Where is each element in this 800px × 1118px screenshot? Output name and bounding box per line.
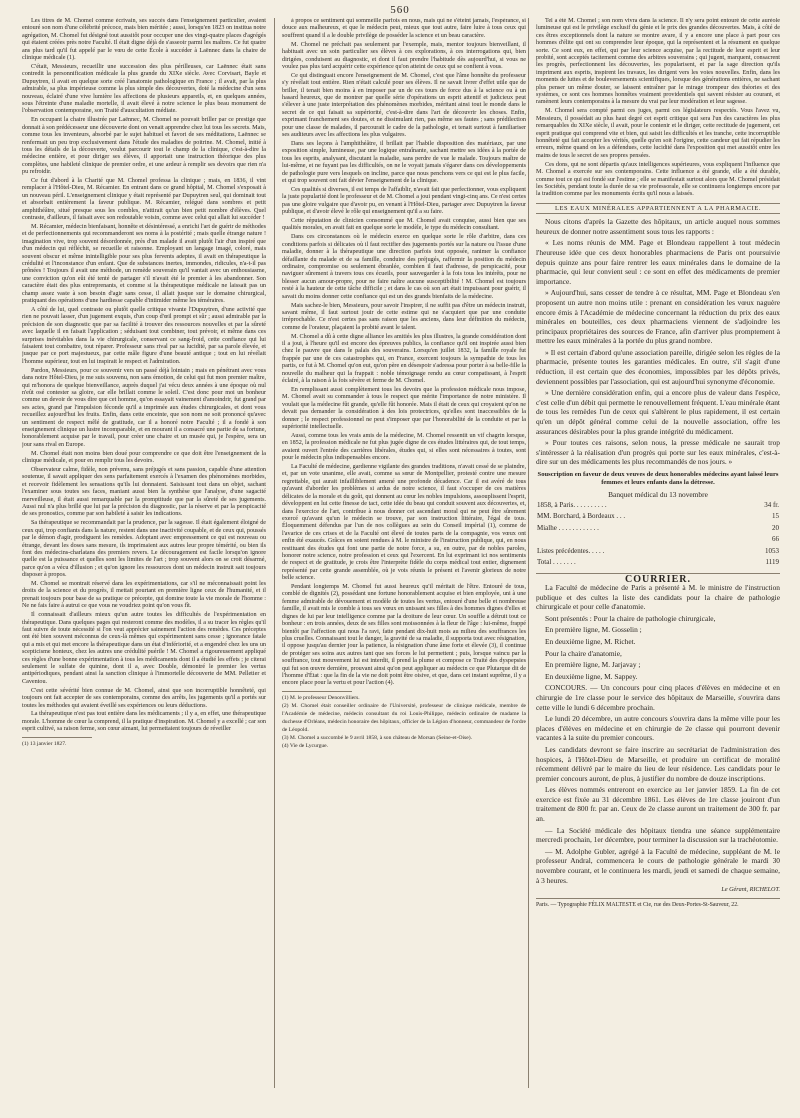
- courrier-paragraph: Les candidats devront se faire inscrire au secrétariat de l'administration des hospices, à l'Hôtel-Dieu de Marseille, et produire un certificat de moralité récemment délivré par le maire du lieu de leur résidence. Les candidats pour le premier concours auront, de plus, à justifier du nombre de douze inscriptions.: [536, 744, 780, 783]
- subscription-row: [536, 557, 780, 569]
- paragraph: Il connaissait d'ailleurs mieux qu'un autre toutes les difficultés de l'expérimentation en thérapeutique. Dans quelques pages qui resteront comme des modèles, il a su tracer les règles qu'il faut suivre de toute nécessité si l'on veut apprécier sainement l'action des remèdes. Ces préceptes ont été bien souvent méconnus de ceux-là mêmes qui expérimentent sans cesse ; ignorance fatale qui a mis et qui met encore la thérapeutique dans un état d'infériorité, et a engendré chez les uns un scepticisme honteux, chez les autres une crédulité puérile ! M. Chomel a rigoureusement appliqué ces règles d'une bonne expérimentation à tous les médicaments dont il a étudié les effets ; je citerai seulement le sulfate de quinine, dont il a, avec Double, démontré le premier les vertus antipériodiques, pendant ainsi la sanction clinique à l'immortelle découverte de MM. Pelletier et Caventou.: [22, 612, 266, 685]
- gerant-signature: Le Gérant, RICHELOT.: [721, 887, 780, 894]
- imprint-line: Paris. — Typographie FÉLIX MALTESTE et Cie, rue des Deux-Portes-St-Sauveur, 22.: [536, 898, 780, 909]
- subscription-row: [536, 511, 780, 523]
- article-paragraph: » Il est certain d'abord qu'une association pareille, dirigée selon les règles de la pharmacie, présente toutes les garanties médicales. En outre, s'il s'agit d'une réduction, il est certain que des économies, impossibles par les dépôts privés, deviennent possibles par l'association, qui est aujourd'hui synonyme d'économie.: [536, 347, 780, 386]
- column-1: [22, 18, 266, 1098]
- footnote: (1) 13 janvier 1827.: [22, 740, 67, 747]
- footnote: (4) Vie de Lycurgue.: [282, 742, 329, 749]
- paragraph: Observateur calme, fidèle, non prévenu, sans préjugés et sans passion, capable d'une attention soutenue, il savait appliquer des sens parfaitement exercés à l'examen des phénomènes morbides, et recevoir fidèlement les sensations qu'ils lui donnaient. Saisissant tout dans un objet, sachant l'examiner sous toutes ses faces, maniant aussi bien la synthèse que l'analyse, d'une sagacité merveilleuse, il était aussi remarquable par la promptitude que par la sûreté de ses jugements. Aussi nul n'a plus brillé que lui par la précision du diagnostic, par la réserve et par la perspicacité de ses pronostics, comme par son habileté à saisir les indications.: [22, 466, 266, 518]
- subscription-value: 1053: [765, 546, 779, 555]
- subscription-title: Souscription en faveur de deux veuves de deux honorables médecins ayant laissé leurs femmes et leurs enfants dans la détresse.: [537, 471, 779, 486]
- paragraph: M. Chomel a dû à cette digne alliance les amitiés les plus illustres, la grande considération dont il a joui, à l'heure qu'il est encore des épreuves publics, la confiance qu'il ont inspirée aussi bien chez le pauvre que dans le palais des souverains. Lorsqu'en juillet 1832, la famille royale fut frappée par une de ces catastrophes qui, en France, exercent toujours la sympathie de tous les partis, ce fut à M. Chomel qu'on eut, qu'on père en désespoir s'adressa pour porter à sa belle-fille la nouvelle du malheur qui la frappait : noble témoignage rendu au cœur compatissant, à l'esprit éclairé, à la raison à la fois sévère et ferme de M. Chomel.: [282, 333, 526, 385]
- paragraph: En occupant la chaire illustrée par Laënnec, M. Chomel ne pouvait briller par ce prestige que donnait à son prédécesseur une découverte dont on venait apprendre chez lui tous les secrets. Mais, comme tous les inventeurs, absorbé par le sujet habituel et favori de ses méditations, Laënnec se renfermait un peu trop exclusivement dans l'étude des maladies de poitrine. M. Chomel, initié à tous les détails de la découverte, voulut parcourir tout le champ de la clinique, c'est-à-dire la médecine entière, et pour diriger ses élèves, il apportait une instruction théorique des plus complètes, une habileté clinique de premier ordre, et une ardeur à remplir ses devoirs que rien n'a pu refroidir.: [22, 117, 266, 176]
- subscription-label: [536, 534, 742, 546]
- subscription-value: 15: [772, 512, 779, 521]
- mineral-waters-article: [536, 217, 780, 467]
- paragraph: M. Chomel ne préchait pas seulement par l'exemple, mais, mentor toujours bienveillant, il habituait avec un soin particulier ses élèves à ces explorations, à ces interrogations qui, bien dirigées, conduisent au diagnostic, et dont il faut prendre l'habitude dès aujourd'hui, si vous ne voulez pas plus tard acquérir cette expérience qu'on atteint de ceux qui se confient à vous.: [282, 41, 526, 70]
- paragraph: M. Chomel se montrait réservé dans les expérimentations, car s'il ne méconnaissait point les droits de la science et du progrès, il mettait pourtant en première ligne ceux de l'humanité, et il prenait toujours pour base de sa pratique ce précepte, qui domine toute la vie morale de l'homme : Ne ne fais faire à autrui ce que vous ne voudriez point qu'on vous fît.: [22, 581, 266, 610]
- paragraph: M. Chomel était non moins bien doué pour comprendre ce que doit être l'enseignement de la clinique médicale, et pour en remplir tous les devoirs.: [22, 450, 266, 465]
- courrier-paragraph: Le lundi 20 décembre, un autre concours s'ouvrira dans la même ville pour les places d'élèves en médecine et en chirurgie de 2e classe qui pourront devenir vacantes à la suite du premier concours.: [536, 714, 780, 743]
- article-paragraph: » Pour toutes ces raisons, selon nous, la presse médicale ne saurait trop s'intéresser à la réalisation d'un progrès qui porte sur les eaux minérales, c'est-à-dire sur un des médicaments les plus recommandés de nos jours. »: [536, 438, 780, 467]
- subscription-value: 66: [772, 535, 779, 544]
- paragraph: Pendant longtemps M. Chomel fut aussi heureux qu'il méritait de l'être. Entouré de tous, comblé de dignités (2), possédant une fortune honorablement acquise et bien employée, uni à une femme admirable de dévouement et modèle de toutes les vertus, entouré d'une belle et nombreuse famille, il avait mis le comble à tous ses vœux en unissant ses filles à des hommes dignes d'elles et dignes de lui par leur intelligence comme par la droiture de leur cœur. Un souffle a détruit tout ce bonheur : en trois années, deux de ses filles sont moissonnées à la fleur de l'âge : lui-même, frappé bientôt par l'affection qui nous l'a ravi, fatte pendant dix-huit mois au milieu des souffrances les plus cruelles. Connaissant tout le danger, la gravité de sa maladie, il supporta tout avec résignation, il oppose jusqu'au dernier jour la patience, la résignation d'une âme forte et élevée (3), il continue de protéger ses soins aux autres tant que ses forces le lui permettent ; puis, lorsque vaincu par la souffrance, tout mouvement lui est interdit, il prend la plume et compose ce Traité des dyspepsies qui fut son œuvre dernière, prouvant ainsi qu'on peut appliquer au médecin ce que Plutarque dit de l'homme d'État : que la fin de la vie ne doit point être oisive, et que, dans cet instant suprême, il y a encore place pour la vertu et pour l'action (4).: [282, 584, 526, 687]
- courrier-paragraph: La Faculté de médecine de Paris a présenté à M. le ministre de l'instruction publique et des cultes la liste des candidats pour la chaire de pathologie chirurgicale et pour celle d'anatomie.: [536, 583, 780, 612]
- courrier-paragraph: CONCOURS. — Un concours pour cinq places d'élèves en médecine et en chirurgie de 1re classe pour le service des hôpitaux de Marseille, s'ouvrira dans cette ville le lundi 6 décembre prochain.: [536, 683, 780, 712]
- courrier-paragraph: — La Société médicale des hôpitaux tiendra une séance supplémentaire mercredi prochain, 1er décembre, pour terminer la discussion sur la trachéotomie.: [536, 825, 780, 845]
- column-2: [282, 18, 526, 1098]
- footnotes: [282, 694, 526, 750]
- article-paragraph: « Les noms réunis de MM. Page et Blondeau rappellent à tout médecin l'heureuse idée que ces deux honorables pharmaciens de Paris ont poursuivie depuis quinze ans pour faire rentrer les eaux minérales dans le domaine de la pharmacie, qui leur convient seul : ce sont en effet des médicaments de premier importance.: [536, 238, 780, 286]
- courrier-paragraph: En deuxième ligne, M. Richet.: [545, 636, 636, 646]
- footnote: (1) M. le professeur Denonvilliers.: [282, 694, 360, 701]
- courrier-paragraph: En première ligne, M. Jarjavay ;: [545, 660, 641, 670]
- paragraph: M. Chomel sera compté parmi ces juges, parmi ces législateurs respectés. Vous l'avez vu, Messieurs, il possédait au plus haut degré cet esprit critique qui sera l'un des caractères les plus remarquables du XIXe siècle, il avait, pour le contenir et le diriger, cette rectitude de jugement, cet esprit pratique qui comprend vite et bien, qui saisit les difficultés et les tranche, cette incorruptible honnêteté qui fait accepter les vérités, quelle qu'en soit l'origine, cette candeur qui fait répudier les erreurs, même quand on les a défendues, cette lucidité dans l'exposition qui met aussitôt entre les mains de tous le secret de ses propres pensées.: [536, 108, 780, 159]
- courrier-text: [536, 583, 780, 885]
- paragraph: A côté de lui, quel contraste ou plutôt quelle critique vivante l'Dupuytren, d'une activité que rien ne pouvait lasser, d'un jugement exquis, d'un coup d'œil prompt et sûr ; aussi admirable par la précision de son diagnostic que par sa facilité à trouver des ressources nouvelles et par la sûreté avec laquelle il en faisait l'application ; séduisant tout combiner, tout prévoir, et même dans ces surprises inévitables dans la vie chirurgicale, conservant ce sang-froid, cette confiance qui lui faisaient tout combattre, tout réparer. Professeur sans rival par sa lucidité, par sa parole élevée, et jusque par ce port majestueux, par cette mâle figure d'une beauté antique ; tout en lui révélait l'homme supérieur, tout en lui inspirait le respect et l'admiration.: [22, 306, 266, 365]
- page-number: 560: [390, 4, 410, 16]
- paragraph: Dans ces circonstances où le médecin exerce en quelque sorte le rôle d'arbitre, dans ces conditions parfois si délicates où il faut rectifier des jugements portés sur la nature ou l'issue d'une maladie, donner à la thérapeutique une direction parfois tout opposée, ranimer la confiance défaillante du malade et de sa famille, conduire des préjugés, raffermir la position du médecin ordinaire, compromise ou seulement ébranlée, combien il faut d'adresse, de perspicacité, pour naviguer sûrement à travers tous ces écueils, pour sauvegarder à la fois tous les intérêts, pour ne blesser aucun amour-propre, pour ne faire naître aucune susceptibilité ! M. Chomel est toujours resté à la hauteur de cette tâche difficile ; et dans le cas où son art était impuissant pour guérir, il savait du moins donner cette confiance qui est un des grands bienfaits de la médecine.: [282, 234, 526, 300]
- paragraph: M. Récamier, médecin bienfaisant, honnête et désintéressé, a enrichi l'art de guérir de méthodes et de perfectionnements qui recommanderont ses noms à la postérité ; mais quelle étrange nature ! imagination vive, trop souvent désordonnée, près d'un malade il avait plutôt l'air d'un inspiré que d'un médecin qui réfléchit, se recueille et raisonne. Employant un langage imagé, coloré, mais souvent obscur et même inintelligible pour ses plus fervents adeptes, il avait en thérapeutique la crédulité et l'inconstance d'un enfant. Que de substances inertes, immondes, ridicules, n'a-t-il pas prônées ! Toujours il avait une méthode, un remède souverain qu'il vantait avec un enthousiasme, une conviction qu'on eût été tenté de partager s'il n'avait été le premier à les abandonner. Son caractère était des plus entreprenants, et comme si la thérapeutique médicale ne laissait pas un champ assez vaste à son besoin d'agir sans cesse, il allait jusque sur le domaine chirurgical, pratiquant des opérations d'une hardiesse capable d'intimider même les téméraires.: [22, 223, 266, 305]
- courrier-paragraph: Sont présentés : Pour la chaire de pathologie chirurgicale,: [545, 613, 716, 623]
- paragraph: Cette réputation de clinicien consommé que M. Chomel avait conquise, aussi bien que ses qualités morales, en avait fait en quelque sorte le modèle, le type du médecin consultant.: [282, 218, 526, 232]
- paragraph: à propos ce sentiment qui sommeille parfois en nous, mais qui ne s'éteint jamais, l'espérance, si douce aux malheureux, et que le médecin peut, mieux que tout autre, faire luire à tous ceux qui souffrent quand il a le double privilège de posséder la science et un beau caractère.: [282, 18, 526, 39]
- paragraph: Ce qui distinguait encore l'enseignement de M. Chomel, c'est que l'âme honnête du professeur s'y révélait tout entière. Rien n'était calculé pour ses élèves. Il ne savait livrer d'effet utile que de briller, il tenait bien moins à en imposer par un de ces tours de force dus à la science ou à un hasard heureux, que de montrer par quelle série d'opérations un esprit attentif et judicieux peut s'élever à une juste interprétation des phénomènes morbides, méritant ainsi tout le monde dans le secret de ce qui faisait sa supériorité, c'est-à-dire dans l'art de découvrir les choses. Enfin, exprimant franchement ses doutes, et ne dissimulant rien, pas même ses fautes ; sans prédilection pour une classe de malades, il parcourait le cadre de la pathologie, et tenait surtout à familiariser ses auditeurs avec les affections les plus vulgaires.: [282, 72, 526, 139]
- article-paragraph: Nous citons d'après la Gazette des hôpitaux, un article auquel nous sommes heureux de donner notre assentiment sous tous les rapports :: [536, 217, 780, 236]
- subscription-row: [536, 523, 780, 535]
- column-3: [536, 18, 780, 1103]
- courrier-title: COURRIER.: [536, 573, 780, 583]
- subscription-row: [536, 500, 780, 512]
- article-paragraph: » Une dernière considération enfin, qui a encore plus de valeur dans l'espèce, c'est celle d'un débit qui permette le renouvellement fréquent. L'eau minérale étant de tous les remèdes l'un de ceux qui s'altèrent le plus rapidement, il est certain qu'en un dépôt général comme celui de la nouvelle association, offre les assurances désirables pour la plus grande intégrité du médicament.: [536, 388, 780, 436]
- subscription-value: 1119: [765, 558, 779, 567]
- column-2-text: [282, 18, 526, 688]
- paragraph: La Faculté de médecine, gardienne vigilante des grandes traditions, n'avait cessé de se plaindre, et, par un vote unanime, elle avait, comme sa sœur de Montpellier, protesté contre une mesure regrettable, qui aurait infailliblement amené une profonde décadence. Car il est avéré de tous qu'avant d'aborder les problèmes si ardus de notre science, il faut s'occuper de ces matières délicates de la morale et du goût, qui donnent au cœur les nobles impulsions, assouplissent l'esprit, développent en lui cette finesse de tact, cette idée du beau qui conduit souvent aux découvertes, et, dans l'exercice de l'art, contribue à nous donner cet ascendant moral qui ne peut être sûrement exercé qu'avant qu'un le médecin se trouve, par son instruction littéraire, l'égal de tous. Éloquemment défendus par l'un de nos collègues au sein du Conseil impérial (1), comme de l'avarice de ces crises et de la Faculté ont élevé de toutes parts de la compagnie, vos vœux ont enfin été exaucés. Grâces en soient rendues à M. le ministre de l'instruction publique, qui, en nous restituant des études qui font une partie de notre force, a su, en outre, par de nobles paroles, honorer notre science, notre profession et ceux qui l'exercent. En lui exprimant ici nos sentiments de respect et de gratitude, je crois être l'interprète fidèle du corps médical tout entier, dignement représenté par cette grande assemblée, où je vois réunis le présent et l'avenir glorieux de notre belle science.: [282, 464, 526, 582]
- paragraph: Dans ses leçons à l'amphithéâtre, il brillait par l'habile disposition des matériaux, par une exposition simple, lumineuse, par une logique entraînante, sachant mettre ses idées à la portée de tous les esprits, analysant, discutant la maladie, sans perdre de vue le malade. Toujours maître de lui-même, et ne fuyant pas les difficultés, on ne le voyait jamais s'égarer dans ces développements de pathologie pure vers lesquels on incline, parce que nous penchons vers ce qui est le plus facile, et qui trop souvent ont fait dévier l'enseignement de la clinique.: [282, 141, 526, 185]
- courrier-paragraph: Les élèves nommés entreront en exercice au 1er janvier 1859. La fin de cet exercice est fixée au 31 décembre 1861. Les élèves de 1re classe jouiront d'un traitement de 800 fr. par an. Ceux de 2e classe auront un traitement de 300 fr. par an.: [536, 785, 780, 824]
- subscription-row: [536, 546, 780, 558]
- paragraph: C'est cette sévérité bien connue de M. Chomel, ainsi que son incorruptible honnêteté, qui toujours ont fait accepter de ses contemporains, comme des arrêts, les jugements qu'il a portés sur toutes les méthodes qui avaient éveillé ses expériences ou leurs déductions.: [22, 687, 266, 709]
- subscription-label: Mialhe . . . . . . . . . . . .: [537, 523, 599, 532]
- paragraph: Mais sachez-le bien, Messieurs, pour savoir l'inspirer, il ne suffit pas d'être un médecin instruit, savant même, il faut surtout jouir de cette estime qui ne s'acquiert que par une conduite irréprochable. Ce n'est certes pas sans raison que les anciens, dans leur définition du médecin, comme de l'orateur, plaçaient la probité avant le talent.: [282, 302, 526, 331]
- courrier-paragraph: En première ligne, M. Gosselin ;: [545, 625, 642, 635]
- paragraph: La thérapeutique n'est pas tout entière dans les médicaments ; il y a, en effet, une thérapeutique morale. L'homme de cœur la comprend, il la pratique d'inspiration. M. Chomel y a excellé ; car son esprit cultivé, sa raison ferme, son cœur aimant, lui permettaient toujours de réveiller: [22, 711, 266, 733]
- courrier-paragraph: En deuxième ligne, M. Sappey.: [545, 671, 638, 681]
- column-divider: [528, 18, 529, 1088]
- subscription-value: 34 fr.: [764, 500, 779, 509]
- paragraph: En remplissant aussi complètement tous les devoirs que la profession médicale nous impose, M. Chomel avait su commander à tous le respect que mérite l'importance de notre ministère. Il voulait que la médecine fût grande, qu'elle fût honorée. Mais il était de ceux qui croyaient qu'on ne devait pas demander la considération à des lois protectrices, qu'elles sont inaccessibles de la donner ; le respect professionnel ne peut s'imposer que par l'honorabilité de la conduite et par la supériorité intellectuelle.: [282, 387, 526, 431]
- footnote: (2) M. Chomel était conseiller ordinaire de l'Université, professeur de clinique médicale, membre de l'Académie de médecine, médecin consultant du roi Louis-Philippe, médecin ordinaire de madame la duchesse d'Orléans, médecin honoraire des hôpitaux, officier de la Légion d'honneur, commandeur de l'ordre de Léopold.: [282, 702, 526, 733]
- subscription-header: Banquet médical du 13 novembre: [608, 490, 708, 499]
- subscription-label: 1858, à Paris. . . . . . . . . .: [537, 500, 607, 509]
- subscription-label: Listes précédentes. . . . .: [537, 546, 605, 555]
- paragraph: Pardon, Messieurs, pour ce souvenir vers un passé déjà lointain ; mais en pénétrant avec vous dans notre Hôtel-Dieu, je me suis souvenu, non sans émotion, de celui qui fut mon premier maître, qui m'honora de quelque bienveillance, auprès duquel j'ai vécu deux années à une époque où nul n'eût osé contester sa gloire, car elle brillait comme le soleil. C'est donc pour moi un bonheur comme un devoir de vous dire que cet homme, qu'on essayait vainement d'amoindrir, fut grand par ses actes, grand par l'impulsion féconde qu'il a imprimée aux études chirurgicales, et dont vous recueillez aujourd'hui les fruits. Enfin, dans cette enceinte, que son nom ne soit prononcé qu'avec un sentiment de respect mêlé de gratitude, car il a honoré notre Faculté ; il a fondé à son enseignement clinique un lustre incomparable, et en mourant il a consacré une partie de sa fortune, honorablement acquise par le travail, pour créer une chaire et un musée qui, je l'espère, sera un jour sans rival en Europe.: [22, 367, 266, 448]
- column-3-text: [536, 18, 780, 199]
- paragraph: Les titres de M. Chomel comme écrivain, ses succès dans l'enseignement particulier, avaient entouré son nom d'une célébrité précoce, mais bien méritée ; aussi, lorsqu'en 1823 on institua notre agrégation, M. Chomel fut désigné tout aussitôt pour occuper une des vingt-quatre places d'agrégés qui étaient créées près notre Faculté. Il était digne déjà de s'asseoir parmi les maîtres. Ce fut quatre ans plus tard qu'il fut appelé par le vœu de cette École à succéder à Laënnec dans la chaire de clinique médicale (1).: [22, 18, 266, 62]
- article-paragraph: » Aujourd'hui, sans cesser de tendre à ce résultat, MM. Page et Blondeau s'en proposent un autre non moins utile : prenant en considération les vœux naguère encore émis à l'Académie de médecine concernant la réduction du prix des eaux minérales en bouteilles, ces deux pharmaciens viennent de s'adjoindre les principaux propriétaires des sources de France, afin d'arriver plus promptement à mettre les eaux minérales à la portée du plus grand nombre.: [536, 288, 780, 346]
- column-divider: [274, 18, 275, 1088]
- paragraph: C'était, Messieurs, recueillir une succession des plus périlleuses, car Laënnec était sans contredit la personnification médicale la plus grande du XIXe siècle. Avec Corvisart, Bayle et Dupuytren, il avait en quelque sorte créé l'anatomie pathologique en France ; il avait, par la plus admirable, sa plus impérieuse comme la plus simple des découvertes, doté la médecine d'un sens nouveau, éclairé d'une vive lumière les affections de plusieurs appareils, et, en quelques années, sous l'étreinte d'une maladie mortelle, il avait élevé à notre science le plus beau monument de l'observation contemporaine, son Traité d'auscultation médiate.: [22, 63, 266, 115]
- subscription-label: Total . . . . . . .: [537, 558, 576, 567]
- paragraph: Aussi, comme tous les vrais amis de la médecine, M. Chomel ressentit un vif chagrin lorsque, en 1852, la profession médicale ne fut plus jugée digne de ces études littéraires qui, de tout temps, avaient ouvert l'entrée des carrières libérales, études qui, si elles sont nécessaires à toutes, sont pour le médecin plus indispensables encore.: [282, 432, 526, 462]
- subscription-table: [536, 500, 780, 569]
- subscription-label: MM. Borchard, à Bordeaux . . .: [537, 512, 626, 521]
- paragraph: Ce fut d'abord à la Charité que M. Chomel professa la clinique ; mais, en 1836, il vint remplacer à l'Hôtel-Dieu, M. Récamier. En entrant dans ce grand hôpital, M. Chomel s'exposait à un nouveau péril. L'enseignement clinique y était représenté par Dupuytren seul, qui dominait tout et absorbait entièrement la faveur publique. M. Récamier, relégué dans sombres et petit amphithéâtre, situé presque sous les combles, n'attirait qu'un bien petit nombre d'élèves. Quel contraste, d'ailleurs, il faisait avec son redoutable voisin, comme avec celui qui allait lui succéder !: [22, 178, 266, 222]
- courrier-paragraph: Pour la chaire d'anatomie,: [545, 648, 622, 658]
- paragraph: Tel a été M. Chomel ; son nom vivra dans la science. Il n'y sera point entouré de cette auréole lumineuse qui est le privilège exclusif du génie et le prix des grandes découvertes. Mais, à côté de ces êtres exceptionnels dont la nature se montre avare, il y a encore une place à part pour ces hommes d'élite qui ont su comprendre leur époque, qui la représentent et la résument en quelque sorte. Ce sont eux, en effet, qui par leur science acquise, par la rectitude de leur esprit et leur probité, sont acceptés tacitement comme des arbitres souverains ; qui jugent, marquent, consacrent les progrès, perfectionnent les découvertes, les popularisent, et par la sage direction qu'ils impriment aux esprits, inspirent les travaux, les dirigent vers les voies nouvelles. Enfin, dans les moments de luttes et de bouleversements scientifiques, lorsque des générations entières, ne sachant plus penser un même douter, se laissent entraîner par le mirage trompeur des théories et des systèmes, ce sont ces hommes honnêtes vraiment providentiels qui savent résister au courant, et ramènent leurs contemporains à la mesure du vrai par leur modération et leur sagesse.: [536, 18, 780, 106]
- courrier-paragraph: — M. Adolphe Gubler, agrégé à la Faculté de médecine, suppléant de M. le professeur Andral, commencera le cours de pathologie générale le mardi 30 novembre courant, et le continuera les mardi, jeudi et samedi de chaque semaine, à 3 heures.: [536, 846, 780, 885]
- paragraph: Sa thérapeutique se recommandait par la prudence, par la sagesse. Il était également éloigné de ceux qui, trop confiants dans la nature, restent dans une inactivité coupable, et de ceux qui, poussés par le démon d'agir, prodiguent les remèdes. Adoptant avec empressement ce qui est nouveau ou étrange, devant les doses sans mesure, ils imprimaient aux autres leur propre témérité, ou bien ils font des médecins-charlatans des premiers revers. Le découragement est facile lorsqu'on ignore quelle est la puissance et quelles sont les limites de l'art ; trop souvent alors on se croit désarmé, parce qu'on a vécu d'illusion ; et qu'on ignore les ressources dont un médecin instruit sait toujours disposer à propos.: [22, 520, 266, 579]
- subscription-row: [536, 534, 780, 546]
- column-1-text: [22, 18, 266, 734]
- section-title: LES EAUX MINÉRALES APPARTIENNENT A LA PHARMACIE.: [536, 203, 780, 214]
- footnote: (3) M. Chomel a succombé le 9 avril 1858, à son château de Morsan (Seine-et-Oise).: [282, 734, 472, 741]
- subscription-value: 20: [772, 523, 779, 532]
- paragraph: Ces qualités si diverses, il est temps de l'affaiblir, n'avait fait que perfectionner, vous expliquent la juste popularité dont le professeur et de M. Chomel a joui pendant vingt-cinq ans. Ce n'est certes pas une gloire vulgaire que d'avoir pu, en venant à l'Hôtel-Dieu, partager avec Dupuytren la faveur publique, et d'avoir élevé le rôle qui enseignement qu'il a su faire.: [282, 186, 526, 216]
- paragraph: Ces dons, qui ne sont départis qu'aux intelligences supérieures, vous expliquent l'influence que M. Chomel a exercée sur ses contemporains. Cette influence a été grande, elle a été durable, comme tout ce qui est fondé sur l'estime ; elle se manifestait surtout alors que M. Chomel présidait les Sociétés, pendant toute la durée de sa vie professorale, elle se continuera longtemps encore par la tradition comme par les monuments écrits qu'il nous a laissés.: [536, 161, 780, 198]
